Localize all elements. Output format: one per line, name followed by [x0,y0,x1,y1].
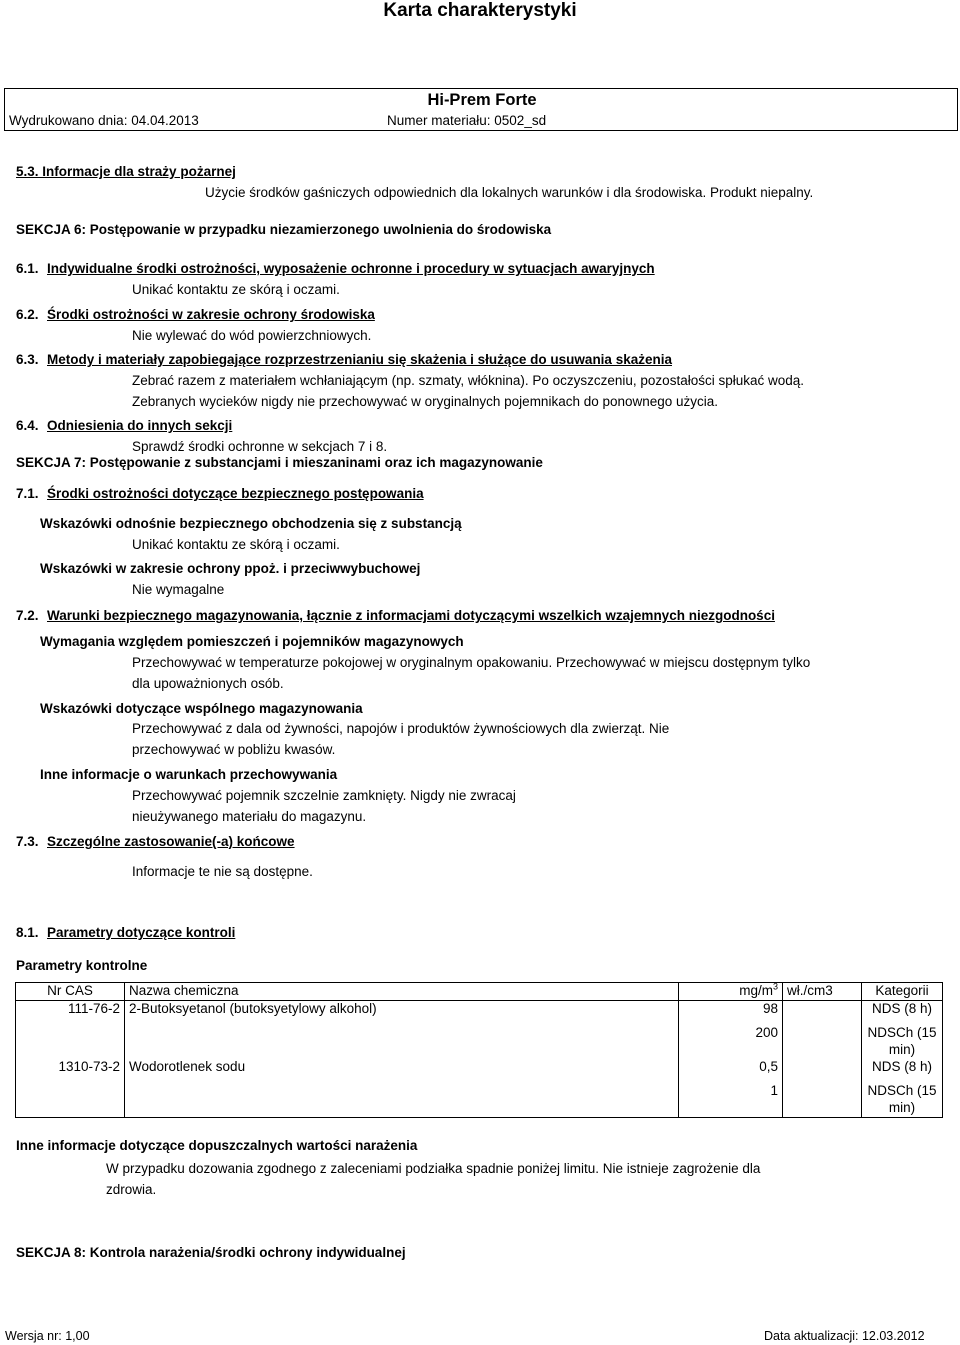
cell-mg-m3: 1 [679,1083,783,1117]
fire-protection-text: Nie wymagalne [132,582,225,597]
print-date: Wydrukowano dnia: 04.04.2013 [9,113,199,128]
handling-heading: Wskazówki odnośnie bezpiecznego obchodzenia się z substancją [40,516,462,531]
cell-chemical-name [125,1025,679,1059]
header-mg-sup: 3 [772,981,778,992]
cell-mg-m3: 0,5 [679,1059,783,1083]
footer-update-date: Data aktualizacji: 12.03.2012 [764,1329,925,1343]
cell-category: NDS (8 h) [862,1001,943,1026]
header-category: Kategorii [862,983,943,1001]
footer-version: Wersja nr: 1,00 [5,1329,90,1343]
section-6-heading: SEKCJA 6: Postępowanie w przypadku niezamierzonego uwolnienia do środowiska [16,222,552,237]
cell-wl-cm3 [783,1059,862,1083]
section-8-1-number: 8.1. [16,925,39,940]
section-7-3-title: Szczególne zastosowanie(-a) końcowe [47,834,295,849]
cell-cas [16,1025,125,1059]
cell-wl-cm3 [783,1083,862,1117]
other-storage-heading: Inne informacje o warunkach przechowywania [40,767,338,782]
control-parameters-heading: Parametry kontrolne [16,958,148,973]
section-7-1-title: Środki ostrożności dotyczące bezpiecznego postępowania [47,486,424,501]
cell-category: NDS (8 h) [862,1059,943,1083]
section-5-3-text: Użycie środków gaśniczych odpowiednich dla lokalnych warunków i dla środowiska. Produkt niepalny. [205,185,814,200]
document-title: Karta charakterystyki [383,0,577,21]
table-row [16,1083,943,1117]
other-storage-text-1: Przechowywać pojemnik szczelnie zamknięty. Nigdy nie zwracaj [132,788,516,803]
exposure-other-heading: Inne informacje dotyczące dopuszczalnych wartości narażenia [16,1138,418,1153]
section-8-heading: SEKCJA 8: Kontrola narażenia/środki ochrony indywidualnej [16,1245,406,1260]
section-7-heading: SEKCJA 7: Postępowanie z substancjami i mieszaninami oraz ich magazynowanie [16,455,543,470]
cell-mg-m3: 200 [679,1025,783,1059]
product-name: Hi-Prem Forte [427,91,537,109]
section-6-2-title: Środki ostrożności w zakresie ochrony środowiska [47,307,375,322]
handling-text: Unikać kontaktu ze skórą i oczami. [132,537,340,552]
cell-mg-m3: 98 [679,1001,783,1026]
cell-cas: 1310-73-2 [16,1059,125,1083]
exposure-limits-table [15,982,943,1118]
cell-category: NDSCh (15 min) [862,1083,943,1117]
cell-category: NDSCh (15 min) [862,1025,943,1059]
section-7-2-number: 7.2. [16,608,39,623]
storage-rooms-text-1: Przechowywać w temperaturze pokojowej w oryginalnym opakowaniu. Przechowywać w miejscu dostępnym tylko [132,655,811,670]
header-mg-unit: mg/m [739,983,773,999]
section-5-3-heading: 5.3. Informacje dla straży pożarnej [16,164,236,179]
cell-cas [16,1083,125,1117]
section-6-3-text-2: Zebranych wycieków nigdy nie przechowywać w oryginalnych pojemnikach do ponownego użycia. [132,394,719,409]
cell-cas: 111-76-2 [16,1001,125,1026]
cell-wl-cm3 [783,1001,862,1026]
document-header [4,88,958,131]
section-6-4-text: Sprawdź środki ochronne w sekcjach 7 i 8. [132,439,388,454]
section-7-2-title: Warunki bezpiecznego magazynowania, łącznie z informacjami dotyczącymi wszelkich wzajemnych niezgodności [47,608,775,623]
section-7-3-text: Informacje te nie są dostępne. [132,864,313,879]
header-chemical-name: Nazwa chemiczna [125,983,679,1001]
cell-chemical-name [125,1083,679,1117]
table-row [16,1001,943,1026]
section-6-2-number: 6.2. [16,307,39,322]
section-6-4-title: Odniesienia do innych sekcji [47,418,233,433]
exposure-other-text-1: W przypadku dozowania zgodnego z zaleceniami podziałka spadnie poniżej limitu. Nie istnieje zagrożenie dla [106,1161,761,1176]
other-storage-text-2: nieużywanego materiału do magazynu. [132,809,367,824]
table-header-row [16,983,943,1001]
cell-chemical-name: 2-Butoksyetanol (butoksyetylowy alkohol) [125,1001,679,1026]
storage-rooms-heading: Wymagania względem pomieszczeń i pojemników magazynowych [40,634,464,649]
header-wl-cm3: wł./cm3 [783,983,862,1001]
exposure-other-text-2: zdrowia. [106,1182,157,1197]
joint-storage-heading: Wskazówki dotyczące wspólnego magazynowania [40,701,363,716]
section-6-3-text-1: Zebrać razem z materiałem wchłaniającym (np. szmaty, włóknina). Po oczyszczeniu, pozostałości spłukać wodą. [132,373,805,388]
section-6-1-number: 6.1. [16,261,39,276]
joint-storage-text-2: przechowywać w pobliżu kwasów. [132,742,336,757]
cell-wl-cm3 [783,1025,862,1059]
section-8-1-title: Parametry dotyczące kontroli [47,925,236,940]
material-number: Numer materiału: 0502_sd [387,113,547,128]
section-6-3-title: Metody i materiały zapobiegające rozprzestrzenianiu się skażenia i służące do usuwania skażenia [47,352,672,367]
section-6-2-text: Nie wylewać do wód powierzchniowych. [132,328,372,343]
section-6-4-number: 6.4. [16,418,39,433]
cell-chemical-name: Wodorotlenek sodu [125,1059,679,1083]
fire-protection-heading: Wskazówki w zakresie ochrony ppoż. i przeciwwybuchowej [40,561,421,576]
joint-storage-text-1: Przechowywać z dala od żywności, napojów i produktów żywnościowych dla zwierząt. Nie [132,721,670,736]
section-7-3-number: 7.3. [16,834,39,849]
table-row [16,1025,943,1059]
section-6-1-title: Indywidualne środki ostrożności, wyposażenie ochronne i procedury w sytuacjach awaryjnych [47,261,655,276]
table-row [16,1059,943,1083]
header-cas: Nr CAS [16,983,125,1001]
storage-rooms-text-2: dla upoważnionych osób. [132,676,284,691]
header-mg-m3 [679,983,783,1001]
section-6-3-number: 6.3. [16,352,39,367]
section-6-1-text: Unikać kontaktu ze skórą i oczami. [132,282,340,297]
section-7-1-number: 7.1. [16,486,39,501]
